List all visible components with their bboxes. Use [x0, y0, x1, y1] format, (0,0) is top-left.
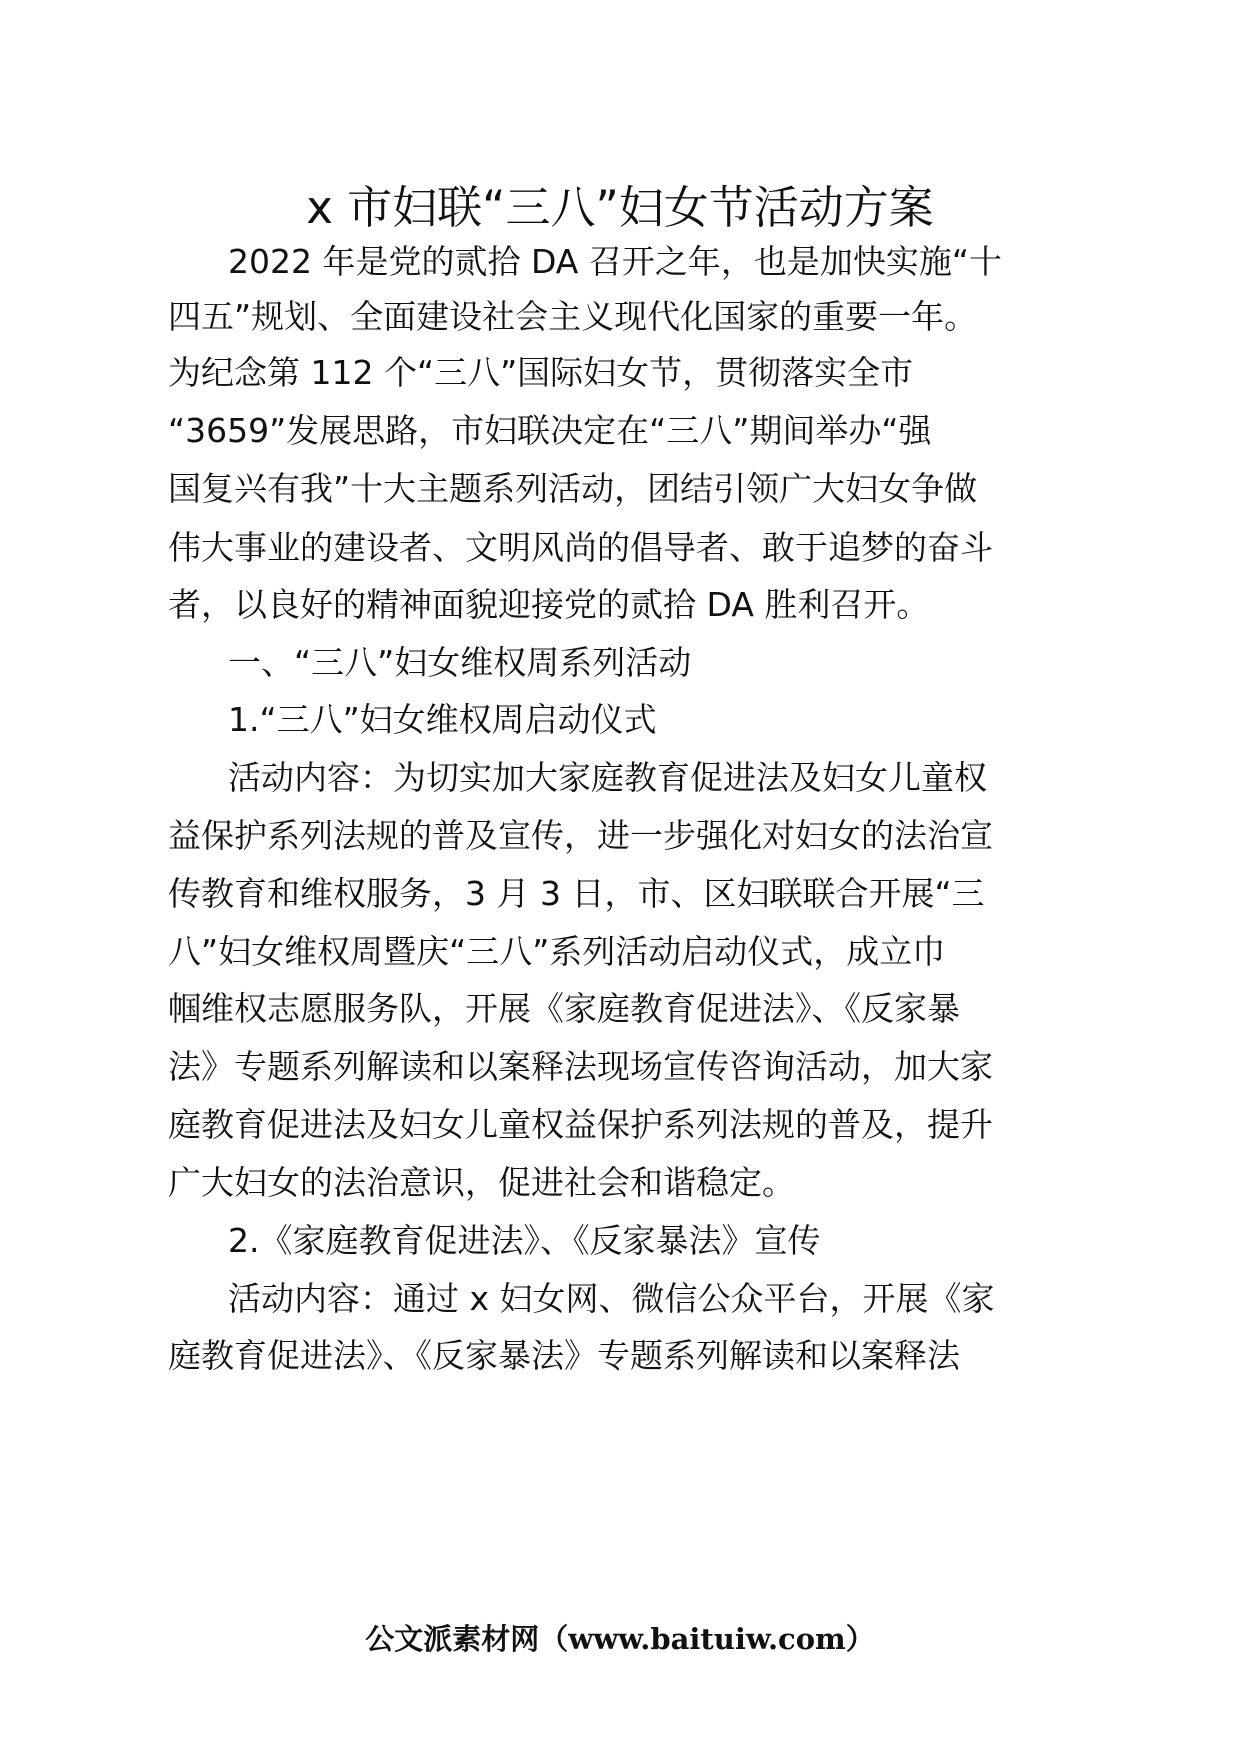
paragraph-line: 伟大事业的建设者、文明风尚的倡导者、敢于追梦的奋斗	[168, 528, 993, 567]
footer-watermark: 公文派素材网（www.baituiw.com）	[365, 1622, 875, 1656]
paragraph-line: 八”妇女维权周暨庆“三八”系列活动启动仪式，成立巾	[168, 932, 946, 971]
paragraph-line: 庭教育促进法及妇女儿童权益保护系列法规的普及，提升	[168, 1105, 993, 1144]
paragraph-line: 庭教育促进法》、《反家暴法》专题系列解读和以案释法	[168, 1336, 960, 1375]
paragraph-line: 传教育和维权服务，3 月 3 日，市、区妇联联合开展“三	[168, 874, 985, 913]
paragraph-line: 者，以良好的精神面貌迎接党的贰拾 DA 胜利召开。	[168, 585, 930, 624]
paragraph-line: 法》专题系列解读和以案释法现场宣传咨询活动，加大家	[168, 1047, 993, 1086]
paragraph-line: 四五”规划、全面建设社会主义现代化国家的重要一年。	[168, 297, 978, 336]
paragraph-line: 活动内容：为切实加大家庭教育促进法及妇女儿童权	[228, 758, 987, 797]
document-title: x 市妇联“三八”妇女节活动方案	[306, 181, 934, 234]
section-heading: 一、“三八”妇女维权周系列活动	[228, 643, 692, 682]
paragraph-line: “3659”发展思路，市妇联决定在“三八”期间举办“强	[168, 411, 932, 450]
paragraph-line: 帼维权志愿服务队，开展《家庭教育促进法》、《反家暴	[168, 989, 960, 1028]
paragraph-line: 活动内容：通过 x 妇女网、微信公众平台，开展《家	[228, 1279, 995, 1318]
paragraph-line: 益保护系列法规的普及宣传，进一步强化对妇女的法治宣	[168, 816, 993, 855]
subsection-heading: 2.《家庭教育促进法》、《反家暴法》宣传	[228, 1221, 821, 1260]
paragraph-line: 2022 年是党的贰拾 DA 召开之年，也是加快实施“十	[228, 242, 1002, 281]
paragraph-line: 国复兴有我”十大主题系列活动，团结引领广大妇女争做	[168, 469, 978, 508]
paragraph-line: 为纪念第 112 个“三八”国际妇女节，贯彻落实全市	[168, 353, 914, 392]
subsection-heading: 1.“三八”妇女维权周启动仪式	[228, 700, 657, 739]
paragraph-line: 广大妇女的法治意识，促进社会和谐稳定。	[168, 1163, 795, 1202]
